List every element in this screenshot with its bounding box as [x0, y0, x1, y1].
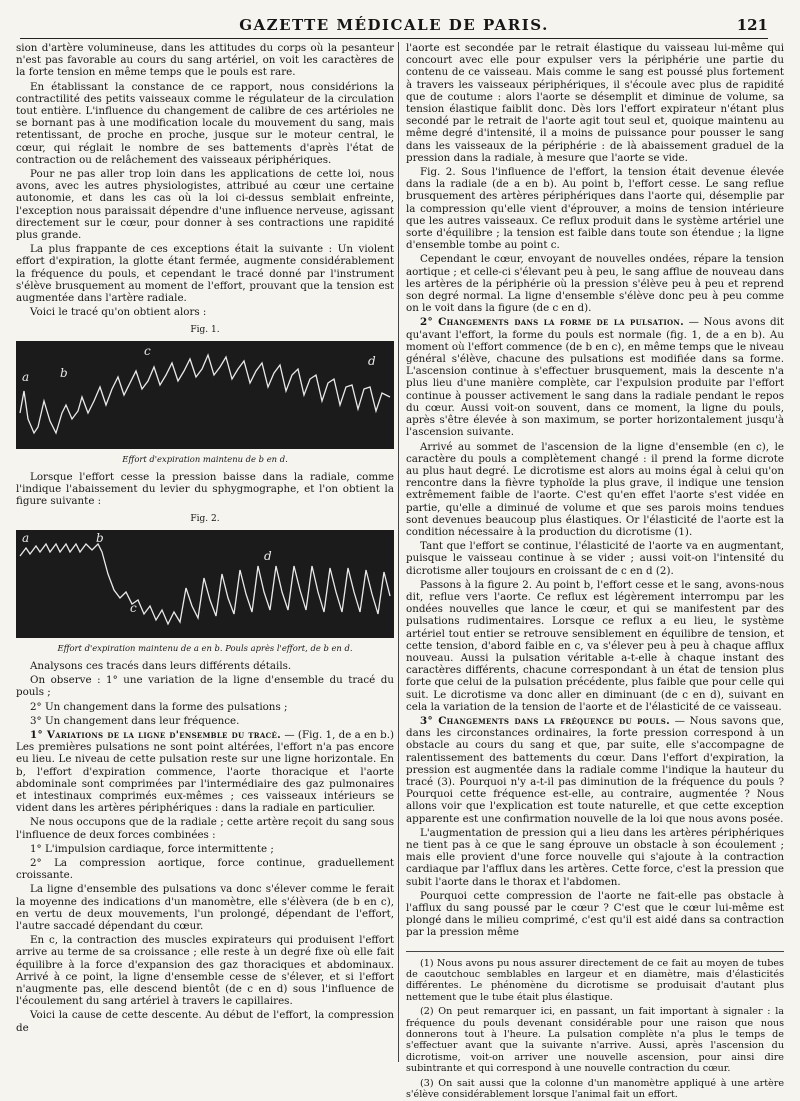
section-3: [406, 715, 784, 825]
paragraph: Tant que l'effort se continue, l'élasticité de l'aorte va en augmentant, puisque le vaisseau continue à se vider ; aussi voit-on l'intensité du dicrotisme aller toujours en croissant de c en d (2).: [406, 540, 784, 577]
section-text: — (Fig. 1, de a en b.) Les premières pulsations ne sont point altérées, l'effort n'a pas encore eu lieu. Le niveau de cette pulsation reste sur une ligne horizontale. En b, l'effort d'expiration commence, l'aorte thoracique et l'aorte abdominale sont comprimées par l'intermédiaire des gaz pulmonaires et intestinaux comprimés eux-mêmes ; ces vaisseaux intérieurs se vident dans les artères périphériques : dans la radiale en particulier.: [16, 728, 394, 815]
right-column: [406, 42, 784, 1101]
fig2-label-a: a: [22, 530, 30, 545]
section-2: [406, 316, 784, 438]
paragraph: Voici la cause de cette descente. Au début de l'effort, la compression de: [16, 1009, 394, 1034]
page-number: 121: [736, 16, 768, 34]
section-text: — Nous avons dit qu'avant l'effort, la forme du pouls est normale (fig. 1, de a en b). Au moment où l'effort commence (de b en c), en même temps que le niveau général s'élève, chacune des pulsations est modifiée dans sa forme. L'ascension continue à s'effectuer brusquement, mais la descente n'a plus lieu d'une manière complète, car l'expulsion produite par l'effort continue à pousser activement le sang dans la radiale pendant le repos du cœur. Aussi voit-on souvent, dans ce moment, la ligne du pouls, après s'être élevée à son maximum, se porter horizontalement jusqu'à l'ascension suivante.: [406, 316, 784, 439]
paragraph: En c, la contraction des muscles expirateurs qui produisent l'effort arrive au terme de sa croissance ; elle reste à un degré fixe où elle fait équilibre à la force d'expansion des gaz thoraciques et abdominaux. Arrivé à ce point, la ligne d'ensemble cesse de s'élever, et si l'effort n'augmente pas, elle descend bientôt (de c en d) sous l'influence de l'écoulement du sang artériel à travers le capillaires.: [16, 934, 394, 1008]
figure-1-caption: Effort d'expiration maintenu de b en d.: [122, 453, 288, 464]
figure-1-trace: [16, 341, 394, 449]
fig2-label-c: c: [130, 600, 137, 615]
figure-1-label: Fig. 1.: [190, 325, 220, 336]
observation-list: [16, 674, 394, 727]
footnotes: [406, 951, 784, 1101]
paragraph: Analysons ces tracés dans leurs différents détails.: [30, 659, 292, 672]
fig2-label-b: b: [96, 530, 104, 545]
paragraph: Pourquoi cette compression de l'aorte ne fait-elle pas obstacle à l'afflux du sang poussé par le cœur ? C'est que le cœur lui-même est plongé dans le milieu comprimé, c'est qu'il est aidé dans sa contraction par la pression même: [406, 889, 784, 939]
paragraph: Lorsque l'effort cesse la pression baisse dans la radiale, comme l'indique l'abaissement du levier du sphygmographe, et l'on obtient la figure suivante :: [16, 470, 394, 508]
footnote: (2) On peut remarquer ici, en passant, un fait important à signaler : la fréquence du pouls devenant considérable pour une raison que nous donnerons tout à l'heure. La pulsation complète n'a plus le temps de s'effectuer avant que la suivante n'arrive. Aussi, après l'ascension du dicrotisme, voit-on arriver une nouvelle ascension, pour ainsi dire subintrante et qui correspond à une nouvelle contraction du cœur.: [406, 1006, 784, 1075]
fig1-label-c: c: [144, 343, 151, 358]
fig1-label-d: d: [368, 353, 376, 368]
figure-2-caption: Effort d'expiration maintenu de a en b. Pouls après l'effort, de b en d.: [57, 642, 353, 653]
section-text: — Nous savons que, dans les circonstances ordinaires, la forte pression correspond à un obstacle au cours du sang et que, par suite, elle s'accompagne de ralentissement des battements du cœur. Dans l'effort d'expiration, la pression est augmentée dans la radiale comme l'indique la hauteur du tracé (3). Pourquoi n'y a-t-il pas diminution de la fréquence du pouls ? Pourquoi cette fréquence est-elle, au contraire, augmentée ? Nous allons voir que l'explication est toute naturelle, et que cette exception apparente est une confirmation nouvelle de la loi que nous avons posée.: [406, 714, 784, 825]
paragraph: Passons à la figure 2. Au point b, l'effort cesse et le sang, avons-nous dit, reflue vers l'aorte. Ce reflux est légèrement interrompu par les ondées nouvelles que lance le cœur, et qui se manifestent par des pulsations rudimentaires. Lorsque ce reflux a eu lieu, le système artériel tout entier se retrouve sensiblement en équilibre de tension, et cette tension, d'abord faible en c, va s'élever peu à peu à chaque afflux nouveau. Aussi la pulsation véritable a-t-elle à chaque instant des caractères différents, chacune correspondant à un état de tension plus forte que celui de la pulsation précédente, plus faible que pour celle qui suit. Le dicrotisme va donc aller en diminuant (de c en d), suivant en cela la variation de la tension de l'aorte et de l'élasticité de ce vaisseau.: [406, 578, 784, 713]
paragraph: l'aorte est secondée par le retrait élastique du vaisseau lui-même qui concourt avec elle pour expulser vers la périphérie une partie du contenu de ce vaisseau. Mais comme le sang est poussé plus fortement à travers les vaisseaux périphériques, il s'écoule avec plus de rapidité que de coutume : alors l'aorte se désemplit et diminue de volume, sa tension élastique faiblit donc. Dès lors l'effort expirateur n'étant plus secondé par le retrait de l'aorte agit tout seul et, quoique maintenu au même degré d'intensité, il a moins de puissance pour pousser le sang dans les vaisseaux de la périphérie : de là abaissement graduel de la pression dans la radiale, à mesure que l'aorte se vide.: [406, 42, 784, 164]
section-heading: 3° Changements dans la fréquence du pouls.: [420, 714, 670, 727]
section-heading: 2° Changements dans la forme de la pulsation.: [420, 316, 685, 329]
list-item: 3° Un changement dans leur fréquence.: [30, 714, 240, 727]
figure-2-label: Fig. 2.: [190, 514, 220, 525]
figure-1-pulse-line: [20, 355, 390, 433]
fig2-label-d: d: [264, 548, 272, 563]
left-column: [16, 42, 394, 1064]
list-item: 2° La compression aortique, force continue, graduellement croissante.: [16, 856, 394, 882]
paragraph: Arrivé au sommet de l'ascension de la ligne d'ensemble (en c), le caractère du pouls a complètement changé : il prend la forme dicrote au plus haut degré. Le dicrotisme est alors au moins égal à celui qu'on rencontre dans la fièvre typhoïde la plus grave, il indique une tension extrêmement faible de l'aorte. C'est qu'en effet l'aorte s'est vidée en partie, qu'elle a diminué de volume et que ses parois moins tendues sont devenues beaucoup plus élastiques. Or l'élasticité de l'aorte est la condition nécessaire à la production du dicrotisme (1).: [406, 440, 784, 538]
paragraph: sion d'artère volumineuse, dans les attitudes du corps où la pesanteur n'est pas favorable au cours du sang artériel, on voit les caractères de la forte tension en même temps que le pouls est rare.: [16, 42, 394, 79]
page-header: [20, 8, 768, 39]
paragraph: En établissant la constance de ce rapport, nous considérions la contractilité des petits vaisseaux comme le régulateur de la circulation tout entière. L'influence du changement de calibre de ces artérioles ne se bornant pas à une modification locale du mouvement du sang, mais retentissant, de proche en proche, jusque sur le moteur central, le cœur, qui réglait le nombre de ses battements d'après l'état de contraction ou de relâchement des vaisseaux périphériques.: [16, 80, 394, 166]
footnote: (3) On sait aussi que la colonne d'un manomètre appliqué à une artère s'élève considérablement lorsque l'animal fait un effort.: [406, 1077, 784, 1101]
figure-1-svg: [16, 341, 394, 449]
figure-2-svg: [16, 530, 394, 638]
paragraph: Voici le tracé qu'on obtient alors :: [30, 306, 207, 319]
journal-title: GAZETTE MÉDICALE DE PARIS.: [239, 16, 549, 34]
fig1-label-b: b: [60, 365, 68, 380]
figure-2-trace: [16, 530, 394, 638]
list-item: 2° Un changement dans la forme des pulsations ;: [30, 700, 288, 713]
figure-2-pulse-line: [20, 544, 390, 624]
paragraph: Cependant le cœur, envoyant de nouvelles ondées, répare la tension aortique ; et celle-ci s'élevant peu à peu, le sang afflue de nouveau dans les artères de la périphérie où la pression s'élève peu à peu et reprend son degré normal. La ligne d'ensemble s'élève donc peu à peu comme on le voit dans la figure (de c en d).: [406, 253, 784, 315]
section-heading: 1° Variations de la ligne d'ensemble du tracé.: [30, 728, 282, 741]
paragraph: Ne nous occupons que de la radiale ; cette artère reçoit du sang sous l'influence de deux forces combinées :: [16, 816, 394, 841]
fig1-label-a: a: [22, 369, 30, 384]
paragraph: Fig. 2. Sous l'influence de l'effort, la tension était devenue élevée dans la radiale (de a en b). Au point b, l'effort cesse. Le sang reflue brusquement des artères périphériques dans l'aorte qui, désemplie par la compression qu'elle vient d'éprouver, a moins de tension intérieure que les autres vaisseaux. Ce reflux produit dans le système artériel une sorte d'équilibre ; la tension est faible dans toute son étendue ; la ligne d'ensemble tombe au point c.: [406, 166, 784, 252]
list-item: On observe : 1° une variation de la ligne d'ensemble du tracé du pouls ;: [16, 674, 394, 699]
paragraph: La plus frappante de ces exceptions était la suivante : Un violent effort d'expiration, la glotte étant fermée, augmente considérablement la fréquence du pouls, et cependant le tracé donné par l'instrument s'élève brusquement au moment de l'effort, prouvant que la tension est augmentée dans l'artère radiale.: [16, 243, 394, 305]
paragraph: L'augmentation de pression qui a lieu dans les artères périphériques ne tient pas à ce que le sang éprouve un obstacle à son écoulement ; mais elle provient d'une force nouvelle qui s'ajoute à la contraction cardiaque par l'afflux dans les artères. Cette force, c'est la pression que subit l'aorte dans le thorax et l'abdomen.: [406, 826, 784, 888]
section-1: [16, 729, 394, 814]
column-divider: [398, 42, 399, 1062]
paragraph: La ligne d'ensemble des pulsations va donc s'élever comme le ferait la moyenne des indications d'un manomètre, elle s'élèvera (de b en c), en vertu de deux mouvements, l'un prolongé, dépendant de l'effort, l'autre saccadé dépendant du cœur.: [16, 883, 394, 932]
footnote: (1) Nous avons pu nous assurer directement de ce fait au moyen de tubes de caoutchouc semblables en largeur et en diamètre, mais d'élasticités différentes. Le phénomène du dicrotisme se produisait d'autant plus nettement que le tube était plus élastique.: [406, 957, 784, 1003]
list-item: 1° L'impulsion cardiaque, force intermittente ;: [30, 842, 274, 855]
paragraph: Pour ne pas aller trop loin dans les applications de cette loi, nous avons, avec les autres physiologistes, attribué au cœur une certaine autonomie, et dans les cas où la loi ci-dessus semblait enfreinte, l'exception nous paraissait dépendre d'une influence nerveuse, agissant directement sur le cœur, pour donner à ses contractions une rapidité plus grande.: [16, 168, 394, 242]
